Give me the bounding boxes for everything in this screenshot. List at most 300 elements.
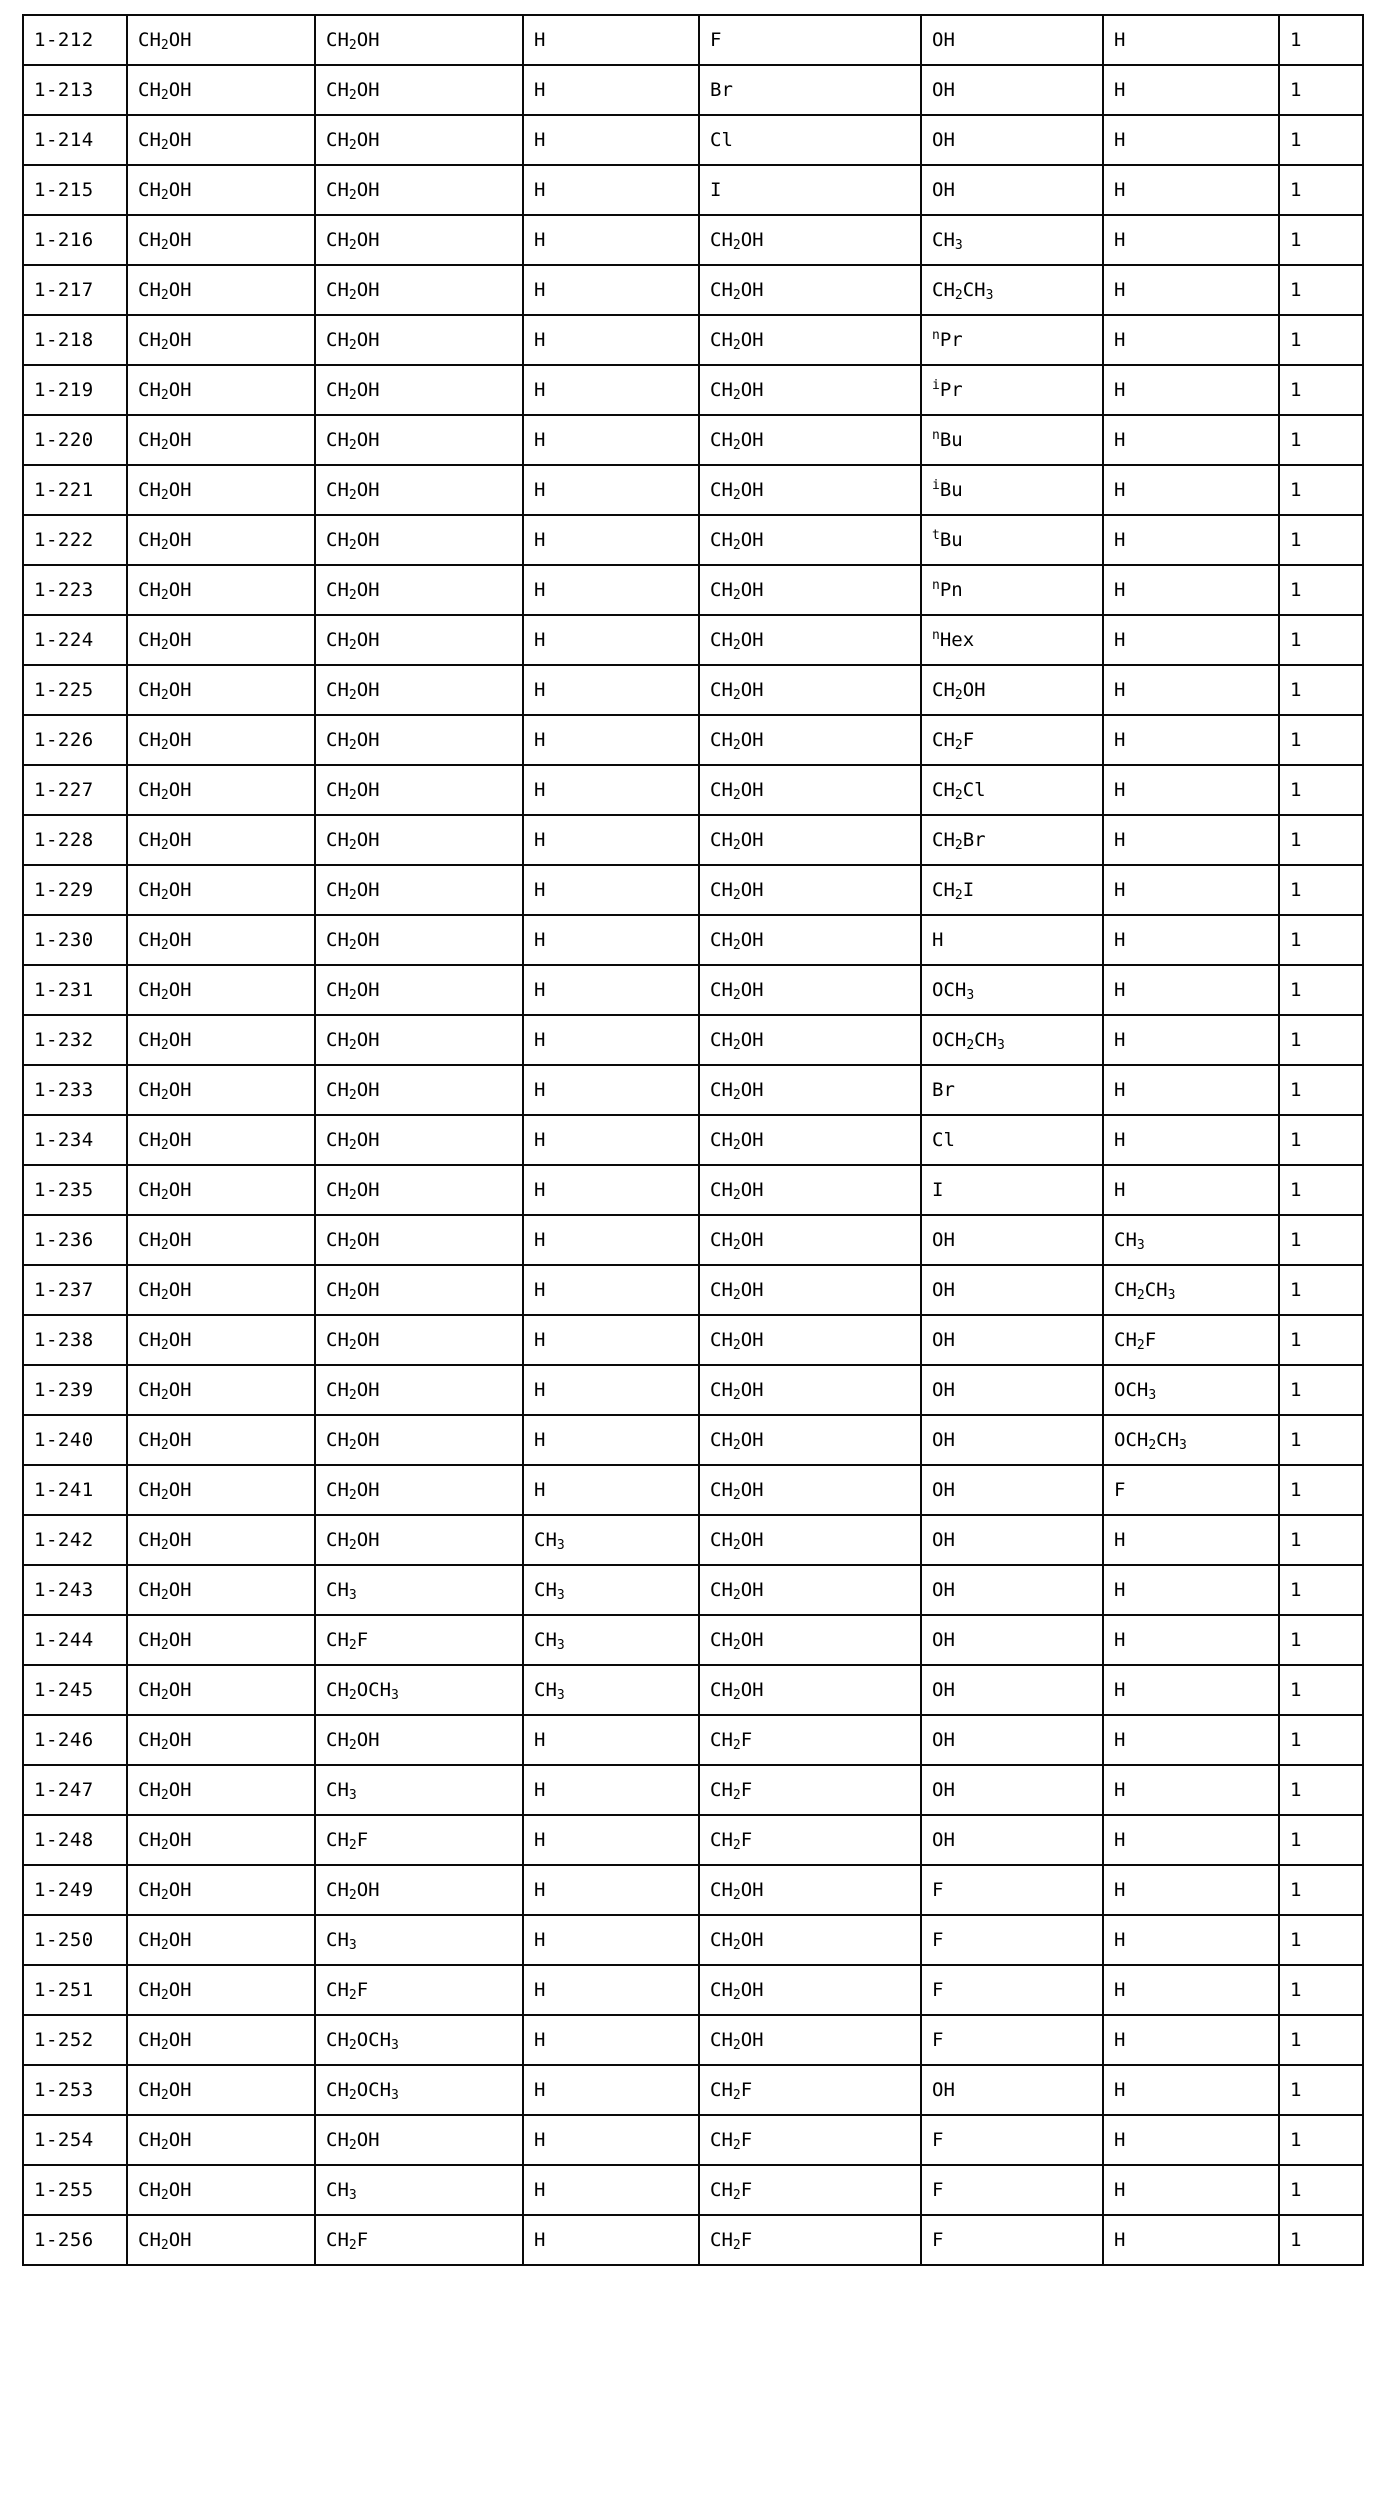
cell-n-value: 1 <box>1279 1715 1363 1765</box>
cell-substituent-r2: $CH_2F$ <box>315 1815 523 1865</box>
cell-substituent-r3: H <box>523 1265 699 1315</box>
cell-substituent-r1: $CH_2OH$ <box>127 215 315 265</box>
table-row <box>23 1115 1363 1165</box>
cell-n-value: 1 <box>1279 65 1363 115</box>
cell-substituent-r2: $CH_2OH$ <box>315 65 523 115</box>
cell-substituent-r4: $CH_2OH$ <box>699 715 921 765</box>
cell-substituent-r3: H <box>523 1315 699 1365</box>
cell-substituent-r2: $CH_2OH$ <box>315 1215 523 1265</box>
cell-n-value: 1 <box>1279 915 1363 965</box>
cell-compound-id: 1-249 <box>23 1865 127 1915</box>
cell-compound-id: 1-234 <box>23 1115 127 1165</box>
cell-substituent-r5: F <box>921 1915 1103 1965</box>
table-row <box>23 1565 1363 1615</box>
cell-substituent-r1: $CH_2OH$ <box>127 1015 315 1065</box>
table-row <box>23 1815 1363 1865</box>
cell-substituent-r1: $CH_2OH$ <box>127 515 315 565</box>
cell-substituent-r4: $CH_2OH$ <box>699 1415 921 1465</box>
table-row <box>23 215 1363 265</box>
cell-substituent-r4: $CH_2OH$ <box>699 1465 921 1515</box>
cell-substituent-r4: $CH_2OH$ <box>699 615 921 665</box>
cell-n-value: 1 <box>1279 365 1363 415</box>
compound-table-body <box>23 15 1363 2265</box>
table-row <box>23 1215 1363 1265</box>
cell-substituent-r1: $CH_2OH$ <box>127 2065 315 2115</box>
cell-n-value: 1 <box>1279 1965 1363 2015</box>
cell-substituent-r2: $CH_2OH$ <box>315 1365 523 1415</box>
cell-substituent-r4: $CH_2OH$ <box>699 1215 921 1265</box>
cell-substituent-r3: H <box>523 515 699 565</box>
table-row <box>23 815 1363 865</box>
cell-substituent-r3: H <box>523 365 699 415</box>
cell-substituent-r5: $^i$Pr <box>921 365 1103 415</box>
cell-substituent-r2: $CH_2OH$ <box>315 1265 523 1315</box>
table-row <box>23 1865 1363 1915</box>
cell-substituent-r3: H <box>523 865 699 915</box>
cell-n-value: 1 <box>1279 2015 1363 2065</box>
table-row <box>23 1965 1363 2015</box>
cell-substituent-r2: $CH_2OH$ <box>315 1415 523 1465</box>
cell-substituent-r2: $CH_2OH$ <box>315 115 523 165</box>
cell-substituent-r4: $CH_2F$ <box>699 2065 921 2115</box>
cell-substituent-r1: $CH_2OH$ <box>127 1465 315 1515</box>
table-row <box>23 15 1363 65</box>
cell-n-value: 1 <box>1279 1515 1363 1565</box>
cell-n-value: 1 <box>1279 965 1363 1015</box>
cell-substituent-r4: $CH_2OH$ <box>699 315 921 365</box>
cell-substituent-r3: H <box>523 1165 699 1215</box>
cell-substituent-r3: H <box>523 1865 699 1915</box>
compound-table-wrapper <box>22 14 1362 2266</box>
cell-substituent-r1: $CH_2OH$ <box>127 265 315 315</box>
cell-substituent-r4: $CH_2OH$ <box>699 865 921 915</box>
cell-substituent-r4: $CH_2OH$ <box>699 1165 921 1215</box>
cell-substituent-r2: $CH_2OCH_3$ <box>315 1665 523 1715</box>
cell-n-value: 1 <box>1279 265 1363 315</box>
cell-substituent-r5: OH <box>921 115 1103 165</box>
cell-substituent-r2: $CH_2OH$ <box>315 1465 523 1515</box>
cell-substituent-r3: H <box>523 415 699 465</box>
cell-n-value: 1 <box>1279 2115 1363 2165</box>
cell-substituent-r4: $CH_2OH$ <box>699 815 921 865</box>
cell-substituent-r1: $CH_2OH$ <box>127 715 315 765</box>
cell-substituent-r1: $CH_2OH$ <box>127 915 315 965</box>
table-row <box>23 2015 1363 2065</box>
cell-compound-id: 1-242 <box>23 1515 127 1565</box>
cell-substituent-r2: $CH_2OCH_3$ <box>315 2065 523 2115</box>
cell-substituent-r1: $CH_2OH$ <box>127 15 315 65</box>
cell-substituent-r6: H <box>1103 1765 1279 1815</box>
cell-substituent-r1: $CH_2OH$ <box>127 1615 315 1665</box>
cell-substituent-r1: $CH_2OH$ <box>127 665 315 715</box>
table-row <box>23 1615 1363 1665</box>
cell-substituent-r1: $CH_2OH$ <box>127 115 315 165</box>
cell-substituent-r3: H <box>523 1015 699 1065</box>
cell-substituent-r6: H <box>1103 865 1279 915</box>
cell-substituent-r1: $CH_2OH$ <box>127 1765 315 1815</box>
cell-substituent-r5: OH <box>921 15 1103 65</box>
cell-substituent-r4: $CH_2OH$ <box>699 965 921 1015</box>
cell-substituent-r4: $CH_2F$ <box>699 2165 921 2215</box>
cell-substituent-r3: H <box>523 715 699 765</box>
table-row <box>23 2165 1363 2215</box>
cell-substituent-r4: $CH_2OH$ <box>699 1115 921 1165</box>
cell-substituent-r5: $CH_2Br$ <box>921 815 1103 865</box>
table-row <box>23 615 1363 665</box>
cell-compound-id: 1-218 <box>23 315 127 365</box>
cell-compound-id: 1-226 <box>23 715 127 765</box>
cell-n-value: 1 <box>1279 615 1363 665</box>
cell-compound-id: 1-252 <box>23 2015 127 2065</box>
cell-substituent-r6: H <box>1103 315 1279 365</box>
cell-substituent-r4: $CH_2OH$ <box>699 465 921 515</box>
cell-substituent-r3: H <box>523 565 699 615</box>
cell-substituent-r2: $CH_2F$ <box>315 2215 523 2265</box>
table-row <box>23 2115 1363 2165</box>
cell-substituent-r5: $CH_2OH$ <box>921 665 1103 715</box>
cell-compound-id: 1-236 <box>23 1215 127 1265</box>
cell-substituent-r5: $^i$Bu <box>921 465 1103 515</box>
cell-substituent-r1: $CH_2OH$ <box>127 1365 315 1415</box>
cell-compound-id: 1-225 <box>23 665 127 715</box>
cell-n-value: 1 <box>1279 715 1363 765</box>
cell-compound-id: 1-239 <box>23 1365 127 1415</box>
cell-n-value: 1 <box>1279 465 1363 515</box>
cell-substituent-r5: OH <box>921 1715 1103 1765</box>
cell-substituent-r1: $CH_2OH$ <box>127 1065 315 1115</box>
cell-substituent-r3: H <box>523 765 699 815</box>
cell-substituent-r5: $CH_2F$ <box>921 715 1103 765</box>
cell-substituent-r4: $CH_2OH$ <box>699 765 921 815</box>
cell-substituent-r3: H <box>523 2165 699 2215</box>
cell-substituent-r1: $CH_2OH$ <box>127 465 315 515</box>
table-row <box>23 415 1363 465</box>
cell-substituent-r3: H <box>523 1965 699 2015</box>
table-row <box>23 1165 1363 1215</box>
cell-n-value: 1 <box>1279 2215 1363 2265</box>
cell-substituent-r6: H <box>1103 215 1279 265</box>
cell-substituent-r5: $^n$Pr <box>921 315 1103 365</box>
cell-substituent-r2: $CH_2OH$ <box>315 2115 523 2165</box>
cell-substituent-r6: H <box>1103 165 1279 215</box>
table-row <box>23 65 1363 115</box>
cell-n-value: 1 <box>1279 1565 1363 1615</box>
cell-substituent-r2: $CH_2OH$ <box>315 315 523 365</box>
table-row <box>23 665 1363 715</box>
cell-substituent-r2: $CH_2OH$ <box>315 965 523 1015</box>
cell-substituent-r6: H <box>1103 765 1279 815</box>
cell-substituent-r5: F <box>921 2015 1103 2065</box>
cell-substituent-r5: OH <box>921 165 1103 215</box>
cell-substituent-r5: H <box>921 915 1103 965</box>
cell-substituent-r1: $CH_2OH$ <box>127 615 315 665</box>
cell-compound-id: 1-224 <box>23 615 127 665</box>
cell-substituent-r4: $CH_2OH$ <box>699 1865 921 1915</box>
cell-substituent-r4: $CH_2F$ <box>699 2115 921 2165</box>
cell-substituent-r4: $CH_2OH$ <box>699 1915 921 1965</box>
cell-substituent-r1: $CH_2OH$ <box>127 1915 315 1965</box>
cell-substituent-r2: $CH_2OCH_3$ <box>315 2015 523 2065</box>
cell-compound-id: 1-228 <box>23 815 127 865</box>
cell-substituent-r3: H <box>523 115 699 165</box>
cell-substituent-r6: H <box>1103 65 1279 115</box>
cell-compound-id: 1-229 <box>23 865 127 915</box>
table-row <box>23 915 1363 965</box>
cell-substituent-r3: H <box>523 965 699 1015</box>
cell-substituent-r2: $CH_2OH$ <box>315 1115 523 1165</box>
cell-substituent-r6: $CH_2CH_3$ <box>1103 1265 1279 1315</box>
cell-substituent-r4: $CH_2OH$ <box>699 415 921 465</box>
cell-substituent-r6: $OCH_3$ <box>1103 1365 1279 1415</box>
cell-substituent-r2: $CH_2OH$ <box>315 665 523 715</box>
cell-substituent-r6: H <box>1103 15 1279 65</box>
cell-substituent-r5: $OCH_3$ <box>921 965 1103 1015</box>
cell-substituent-r2: $CH_3$ <box>315 2165 523 2215</box>
cell-compound-id: 1-251 <box>23 1965 127 2015</box>
cell-substituent-r5: OH <box>921 65 1103 115</box>
table-row <box>23 1315 1363 1365</box>
cell-substituent-r3: H <box>523 665 699 715</box>
cell-substituent-r3: H <box>523 1215 699 1265</box>
cell-n-value: 1 <box>1279 1465 1363 1515</box>
cell-compound-id: 1-233 <box>23 1065 127 1115</box>
cell-n-value: 1 <box>1279 515 1363 565</box>
cell-compound-id: 1-222 <box>23 515 127 565</box>
cell-substituent-r2: $CH_2OH$ <box>315 215 523 265</box>
cell-substituent-r4: $CH_2OH$ <box>699 1665 921 1715</box>
cell-substituent-r5: OH <box>921 1565 1103 1615</box>
cell-compound-id: 1-243 <box>23 1565 127 1615</box>
cell-substituent-r1: $CH_2OH$ <box>127 1415 315 1465</box>
cell-substituent-r6: H <box>1103 2065 1279 2115</box>
cell-substituent-r3: H <box>523 1065 699 1115</box>
cell-substituent-r5: $CH_2CH_3$ <box>921 265 1103 315</box>
cell-substituent-r3: H <box>523 615 699 665</box>
cell-compound-id: 1-213 <box>23 65 127 115</box>
cell-compound-id: 1-223 <box>23 565 127 615</box>
cell-n-value: 1 <box>1279 1665 1363 1715</box>
cell-substituent-r4: $CH_2F$ <box>699 2215 921 2265</box>
cell-substituent-r5: OH <box>921 1665 1103 1715</box>
cell-substituent-r2: $CH_2OH$ <box>315 1865 523 1915</box>
cell-substituent-r6: H <box>1103 1515 1279 1565</box>
cell-substituent-r2: $CH_2OH$ <box>315 715 523 765</box>
cell-compound-id: 1-235 <box>23 1165 127 1215</box>
table-row <box>23 1765 1363 1815</box>
table-row <box>23 465 1363 515</box>
table-row <box>23 965 1363 1015</box>
table-row <box>23 515 1363 565</box>
cell-substituent-r6: H <box>1103 715 1279 765</box>
cell-substituent-r6: H <box>1103 965 1279 1015</box>
cell-compound-id: 1-219 <box>23 365 127 415</box>
cell-substituent-r5: OH <box>921 1215 1103 1265</box>
cell-substituent-r6: H <box>1103 1165 1279 1215</box>
cell-substituent-r6: H <box>1103 265 1279 315</box>
cell-substituent-r4: $CH_2OH$ <box>699 365 921 415</box>
cell-substituent-r3: H <box>523 65 699 115</box>
cell-n-value: 1 <box>1279 1215 1363 1265</box>
cell-substituent-r4: F <box>699 15 921 65</box>
table-row <box>23 165 1363 215</box>
cell-n-value: 1 <box>1279 215 1363 265</box>
table-row <box>23 2215 1363 2265</box>
cell-substituent-r6: H <box>1103 1915 1279 1965</box>
cell-n-value: 1 <box>1279 865 1363 915</box>
cell-substituent-r5: Cl <box>921 1115 1103 1165</box>
cell-compound-id: 1-238 <box>23 1315 127 1365</box>
cell-substituent-r6: H <box>1103 1665 1279 1715</box>
cell-substituent-r5: $^n$Hex <box>921 615 1103 665</box>
cell-substituent-r1: $CH_2OH$ <box>127 1665 315 1715</box>
cell-substituent-r4: I <box>699 165 921 215</box>
cell-compound-id: 1-216 <box>23 215 127 265</box>
cell-substituent-r2: $CH_2OH$ <box>315 565 523 615</box>
cell-substituent-r1: $CH_2OH$ <box>127 2215 315 2265</box>
cell-substituent-r6: H <box>1103 1615 1279 1665</box>
cell-substituent-r2: $CH_2OH$ <box>315 615 523 665</box>
table-row <box>23 315 1363 365</box>
cell-substituent-r4: $CH_2OH$ <box>699 515 921 565</box>
cell-substituent-r1: $CH_2OH$ <box>127 2165 315 2215</box>
cell-substituent-r1: $CH_2OH$ <box>127 2115 315 2165</box>
cell-compound-id: 1-248 <box>23 1815 127 1865</box>
cell-substituent-r6: H <box>1103 1565 1279 1615</box>
cell-substituent-r3: H <box>523 915 699 965</box>
cell-n-value: 1 <box>1279 2065 1363 2115</box>
table-row <box>23 1365 1363 1415</box>
cell-substituent-r6: H <box>1103 1815 1279 1865</box>
cell-compound-id: 1-215 <box>23 165 127 215</box>
table-row <box>23 1065 1363 1115</box>
cell-substituent-r5: F <box>921 1865 1103 1915</box>
cell-substituent-r3: H <box>523 465 699 515</box>
cell-substituent-r3: H <box>523 265 699 315</box>
cell-substituent-r4: $CH_2OH$ <box>699 1615 921 1665</box>
cell-n-value: 1 <box>1279 315 1363 365</box>
cell-substituent-r6: H <box>1103 615 1279 665</box>
cell-substituent-r2: $CH_2OH$ <box>315 1065 523 1115</box>
cell-substituent-r2: $CH_2OH$ <box>315 515 523 565</box>
cell-n-value: 1 <box>1279 415 1363 465</box>
cell-substituent-r2: $CH_2F$ <box>315 1615 523 1665</box>
cell-substituent-r2: $CH_2OH$ <box>315 815 523 865</box>
table-row <box>23 365 1363 415</box>
cell-n-value: 1 <box>1279 1265 1363 1315</box>
cell-substituent-r1: $CH_2OH$ <box>127 65 315 115</box>
cell-substituent-r3: H <box>523 1465 699 1515</box>
cell-n-value: 1 <box>1279 165 1363 215</box>
cell-substituent-r4: $CH_2OH$ <box>699 215 921 265</box>
table-row <box>23 115 1363 165</box>
cell-compound-id: 1-253 <box>23 2065 127 2115</box>
cell-substituent-r6: H <box>1103 1965 1279 2015</box>
cell-compound-id: 1-230 <box>23 915 127 965</box>
cell-n-value: 1 <box>1279 1165 1363 1215</box>
cell-substituent-r1: $CH_2OH$ <box>127 1565 315 1615</box>
table-row <box>23 265 1363 315</box>
table-row <box>23 865 1363 915</box>
cell-substituent-r4: $CH_2OH$ <box>699 265 921 315</box>
cell-substituent-r6: H <box>1103 365 1279 415</box>
cell-substituent-r1: $CH_2OH$ <box>127 2015 315 2065</box>
cell-substituent-r1: $CH_2OH$ <box>127 1165 315 1215</box>
cell-substituent-r1: $CH_2OH$ <box>127 1215 315 1265</box>
cell-substituent-r6: H <box>1103 415 1279 465</box>
cell-substituent-r4: $CH_2OH$ <box>699 1365 921 1415</box>
cell-substituent-r4: $CH_2OH$ <box>699 1515 921 1565</box>
cell-substituent-r1: $CH_2OH$ <box>127 1115 315 1165</box>
cell-substituent-r3: H <box>523 1415 699 1465</box>
cell-substituent-r3: H <box>523 2015 699 2065</box>
cell-substituent-r6: H <box>1103 815 1279 865</box>
cell-substituent-r5: OH <box>921 1615 1103 1665</box>
cell-substituent-r6: H <box>1103 2165 1279 2215</box>
cell-substituent-r5: F <box>921 2115 1103 2165</box>
cell-n-value: 1 <box>1279 815 1363 865</box>
cell-substituent-r1: $CH_2OH$ <box>127 1815 315 1865</box>
cell-n-value: 1 <box>1279 1415 1363 1465</box>
cell-substituent-r4: $CH_2F$ <box>699 1815 921 1865</box>
cell-substituent-r6: H <box>1103 1865 1279 1915</box>
cell-substituent-r4: $CH_2OH$ <box>699 1265 921 1315</box>
cell-substituent-r6: H <box>1103 1015 1279 1065</box>
cell-substituent-r3: H <box>523 2115 699 2165</box>
cell-compound-id: 1-244 <box>23 1615 127 1665</box>
cell-substituent-r1: $CH_2OH$ <box>127 1315 315 1365</box>
cell-substituent-r3: H <box>523 315 699 365</box>
cell-compound-id: 1-214 <box>23 115 127 165</box>
cell-compound-id: 1-245 <box>23 1665 127 1715</box>
cell-substituent-r4: $CH_2OH$ <box>699 565 921 615</box>
cell-substituent-r6: H <box>1103 665 1279 715</box>
cell-substituent-r5: OH <box>921 2065 1103 2115</box>
cell-substituent-r2: $CH_2OH$ <box>315 1715 523 1765</box>
cell-substituent-r5: $^n$Bu <box>921 415 1103 465</box>
cell-compound-id: 1-246 <box>23 1715 127 1765</box>
cell-substituent-r2: $CH_2OH$ <box>315 415 523 465</box>
cell-n-value: 1 <box>1279 765 1363 815</box>
cell-substituent-r5: OH <box>921 1415 1103 1465</box>
table-row <box>23 565 1363 615</box>
cell-n-value: 1 <box>1279 1115 1363 1165</box>
cell-substituent-r2: $CH_3$ <box>315 1565 523 1615</box>
cell-n-value: 1 <box>1279 2165 1363 2215</box>
cell-substituent-r6: H <box>1103 565 1279 615</box>
table-row <box>23 2065 1363 2115</box>
table-row <box>23 715 1363 765</box>
cell-substituent-r3: H <box>523 1715 699 1765</box>
cell-substituent-r3: H <box>523 1365 699 1415</box>
cell-substituent-r5: $CH_2Cl$ <box>921 765 1103 815</box>
cell-substituent-r6: H <box>1103 2115 1279 2165</box>
cell-substituent-r4: $CH_2OH$ <box>699 1015 921 1065</box>
cell-n-value: 1 <box>1279 1365 1363 1415</box>
cell-compound-id: 1-232 <box>23 1015 127 1065</box>
cell-substituent-r2: $CH_2OH$ <box>315 365 523 415</box>
cell-substituent-r2: $CH_2F$ <box>315 1965 523 2015</box>
cell-substituent-r5: OH <box>921 1365 1103 1415</box>
cell-compound-id: 1-241 <box>23 1465 127 1515</box>
cell-substituent-r3: $CH_3$ <box>523 1665 699 1715</box>
cell-substituent-r6: $OCH_2CH_3$ <box>1103 1415 1279 1465</box>
cell-substituent-r3: H <box>523 2065 699 2115</box>
cell-substituent-r3: H <box>523 2215 699 2265</box>
cell-substituent-r5: OH <box>921 1315 1103 1365</box>
cell-compound-id: 1-240 <box>23 1415 127 1465</box>
cell-substituent-r5: F <box>921 2165 1103 2215</box>
cell-substituent-r1: $CH_2OH$ <box>127 815 315 865</box>
